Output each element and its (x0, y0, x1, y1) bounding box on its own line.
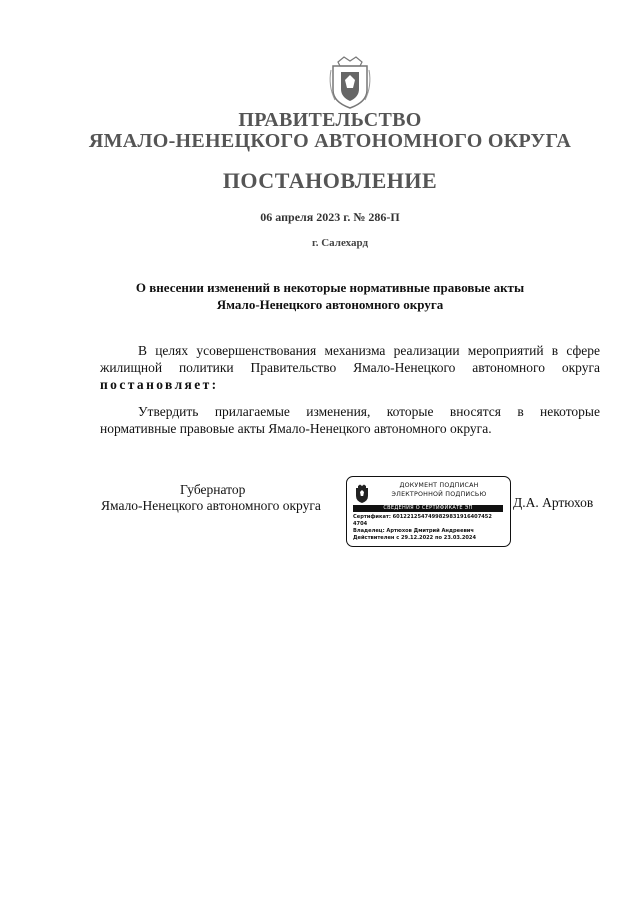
signatory-title-line1: Губернатор (180, 482, 246, 497)
stamp-certificate-cont: 4704 (353, 521, 368, 527)
stamp-validity: Действителен с 29.12.2022 по 23.03.2024 (353, 535, 477, 541)
paragraph-1-text: В целях усовершенствования механизма реализации мероприятий в сфере жилищной политики Правительство Ямало-Ненецкого автономного округа (100, 343, 600, 375)
subject-line1: О внесении изменений в некоторые нормативные правовые акты (135, 280, 525, 295)
org-name-line1: ПРАВИТЕЛЬСТВО (238, 109, 422, 131)
document-type-title: ПОСТАНОВЛЕНИЕ (222, 168, 438, 193)
city-name: г. Салехард (311, 237, 369, 249)
date-and-number: 06 апреля 2023 г. № 286-П (260, 210, 400, 224)
signatory-title-line2: Ямало-Ненецкого автономного округа (101, 498, 321, 513)
stamp-certificate-header: СВЕДЕНИЯ О СЕРТИФИКАТЕ ЭП (353, 505, 503, 512)
resolution-verb: постановляет: (100, 377, 219, 392)
signatory-name: Д.А. Артюхов (513, 495, 594, 510)
electronic-signature-stamp (346, 476, 511, 547)
stamp-coat-of-arms-icon (354, 484, 370, 504)
stamp-owner: Владелец: Артюхов Дмитрий Андреевич (353, 528, 474, 534)
coat-of-arms-icon (327, 56, 373, 110)
stamp-certificate: Сертификат: 6012212547499829831916407452 (353, 514, 492, 520)
body-paragraph-1 (100, 342, 600, 393)
subject-line2: Ямало-Ненецкого автономного округа (216, 297, 444, 312)
body-paragraph-2: Утвердить прилагаемые изменения, которые вносятся в некоторые нормативные правовые акты Ямало-Ненецкого автономного округа. (100, 404, 600, 436)
stamp-title-line1: ДОКУМЕНТ ПОДПИСАН (399, 482, 479, 489)
stamp-title-line2: ЭЛЕКТРОННОЙ ПОДПИСЬЮ (391, 491, 487, 498)
org-name-line2: ЯМАЛО-НЕНЕЦКОГО АВТОНОМНОГО ОКРУГА (88, 130, 572, 152)
